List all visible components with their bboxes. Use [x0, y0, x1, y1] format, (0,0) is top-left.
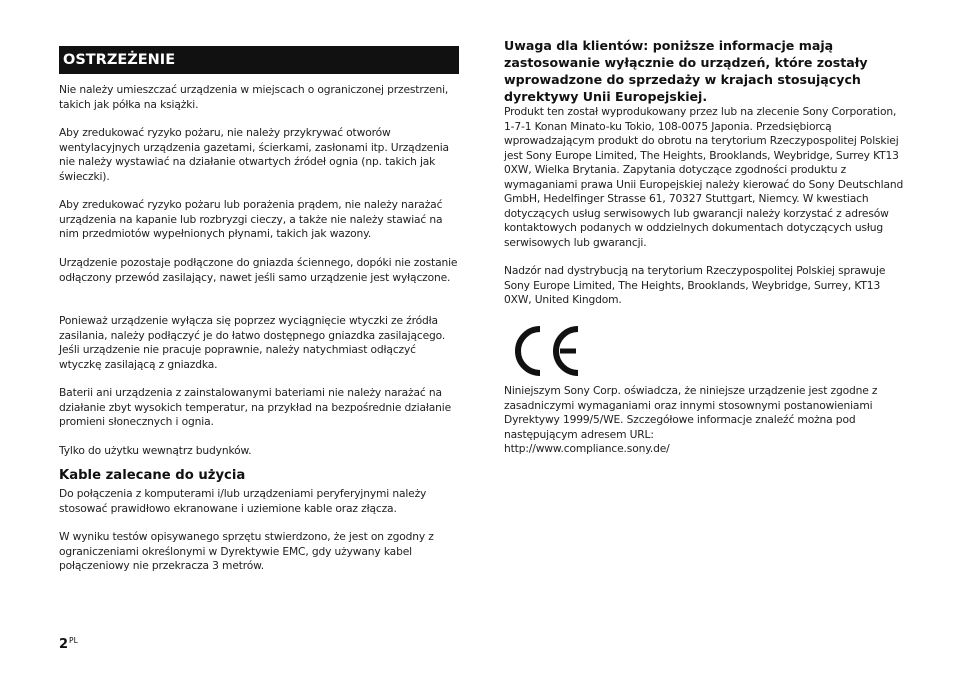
- page-number: [59, 636, 78, 652]
- paragraph-batteries: Baterii ani urządzenia z zainstalowanymi bateriami nie należy narażać na działanie zbyt wysokich temperatur, na przykład na bezpośrednie działanie promieni słonecznych i ognia.: [59, 386, 452, 428]
- paragraph-enclosed-space: Nie należy umieszczać urządzenia w miejscach o ograniczonej przestrzeni, takich jak półka na książki.: [59, 83, 449, 111]
- paragraph-distribution: Nadzór nad dystrybucją na terytorium Rzeczypospolitej Polskiej sprawuje Sony Europe Limited, The Heights, Brooklands, Weybridge, Surrey, KT13 0XW, United Kingdom.: [504, 264, 886, 306]
- page-number-value: 2: [59, 637, 69, 652]
- paragraph-power-connection: Urządzenie pozostaje podłączone do gniazda ściennego, dopóki nie zostanie odłączony przewód zasilający, nawet jeśli samo urządzenie jest wyłączone.: [59, 256, 458, 284]
- paragraph-emc: W wyniku testów opisywanego sprzętu stwierdzono, że jest on zgodny z ograniczeniami określonymi w Dyrektywie EMC, gdy używany kabel połączeniowy nie przekracza 3 metrów.: [59, 530, 434, 572]
- paragraph-declaration: Niniejszym Sony Corp. oświadcza, że niniejsze urządzenie jest zgodne z zasadniczymi wymaganiami oraz innymi stosownymi postanowieniami Dyrektywy 1999/5/WE. Szczegółowe informacje znaleźć można pod następującym adresem URL:: [504, 384, 878, 441]
- paragraph-manufacturer: Produkt ten został wyprodukowany przez lub na zlecenie Sony Corporation, 1-7-1 Konan Minato-ku Tokio, 108-0075 Japonia. Przedsiębiorcą wprowadzającym produkt do obrotu na terytorium Rzeczypospolitej Polskiej jest Sony Europe Limited, The Heights, Brooklands, Weybridge, Surrey KT13 0XW, Wielka Brytania. Zapytania dotyczące zgodności produktu z wymaganiami prawa Unii Europejskiej należy kierować do Sony Deutschland GmbH, Hedelfinger Strasse 61, 70327 Stuttgart, Niemcy. W kwestiach dotyczących usług serwisowych lub gwarancji należy korzystać z adresów kontaktowych podanych w oddzielnych dokumentach dotyczących usług serwisowych lub gwarancji.: [504, 105, 904, 249]
- warning-heading: OSTRZEŻENIE: [59, 46, 459, 74]
- paragraph-liquids: Aby zredukować ryzyko pożaru lub porażenia prądem, nie należy narażać urządzenia na kapanie lub rozbryzgi cieczy, a także nie należy stawiać na nim przedmiotów wypełnionych płynami, takich jak wazony.: [59, 198, 443, 240]
- language-code: PL: [69, 636, 78, 645]
- paragraph-ventilation: Aby zredukować ryzyko pożaru, nie należy przykrywać otworów wentylacyjnych urządzenia gazetami, ścierkami, zasłonami itp. Urządzenia nie należy wystawiać na działanie otwartych źródeł ognia (np. takich jak świeczki).: [59, 126, 449, 183]
- paragraph-indoor-use: Tylko do użytku wewnątrz budynków.: [59, 444, 252, 457]
- cables-subheading: Kable zalecane do użycia: [59, 468, 246, 483]
- paragraph-unplug: Ponieważ urządzenie wyłącza się poprzez wyciągnięcie wtyczki ze źródła zasilania, należy podłączyć je do łatwo dostępnego gniazdka zasilającego. Jeśli urządzenie nie pracuje poprawnie, należy natychmiast odłączyć wtyczkę zasilającą z gniazdka.: [59, 314, 446, 371]
- ce-mark-icon: [508, 325, 584, 377]
- paragraph-shielded-cables: Do połączenia z komputerami i/lub urządzeniami peryferyjnymi należy stosować prawidłowo ekranowane i uziemione kable oraz złącza.: [59, 487, 427, 515]
- eu-notice-title: Uwaga dla klientów: poniższe informacje mają zastosowanie wyłącznie do urządzeń, które zostały wprowadzone do sprzedaży w krajach stosujących dyrektywy Unii Europejskiej.: [504, 38, 868, 104]
- compliance-url: http://www.compliance.sony.de/: [504, 442, 670, 455]
